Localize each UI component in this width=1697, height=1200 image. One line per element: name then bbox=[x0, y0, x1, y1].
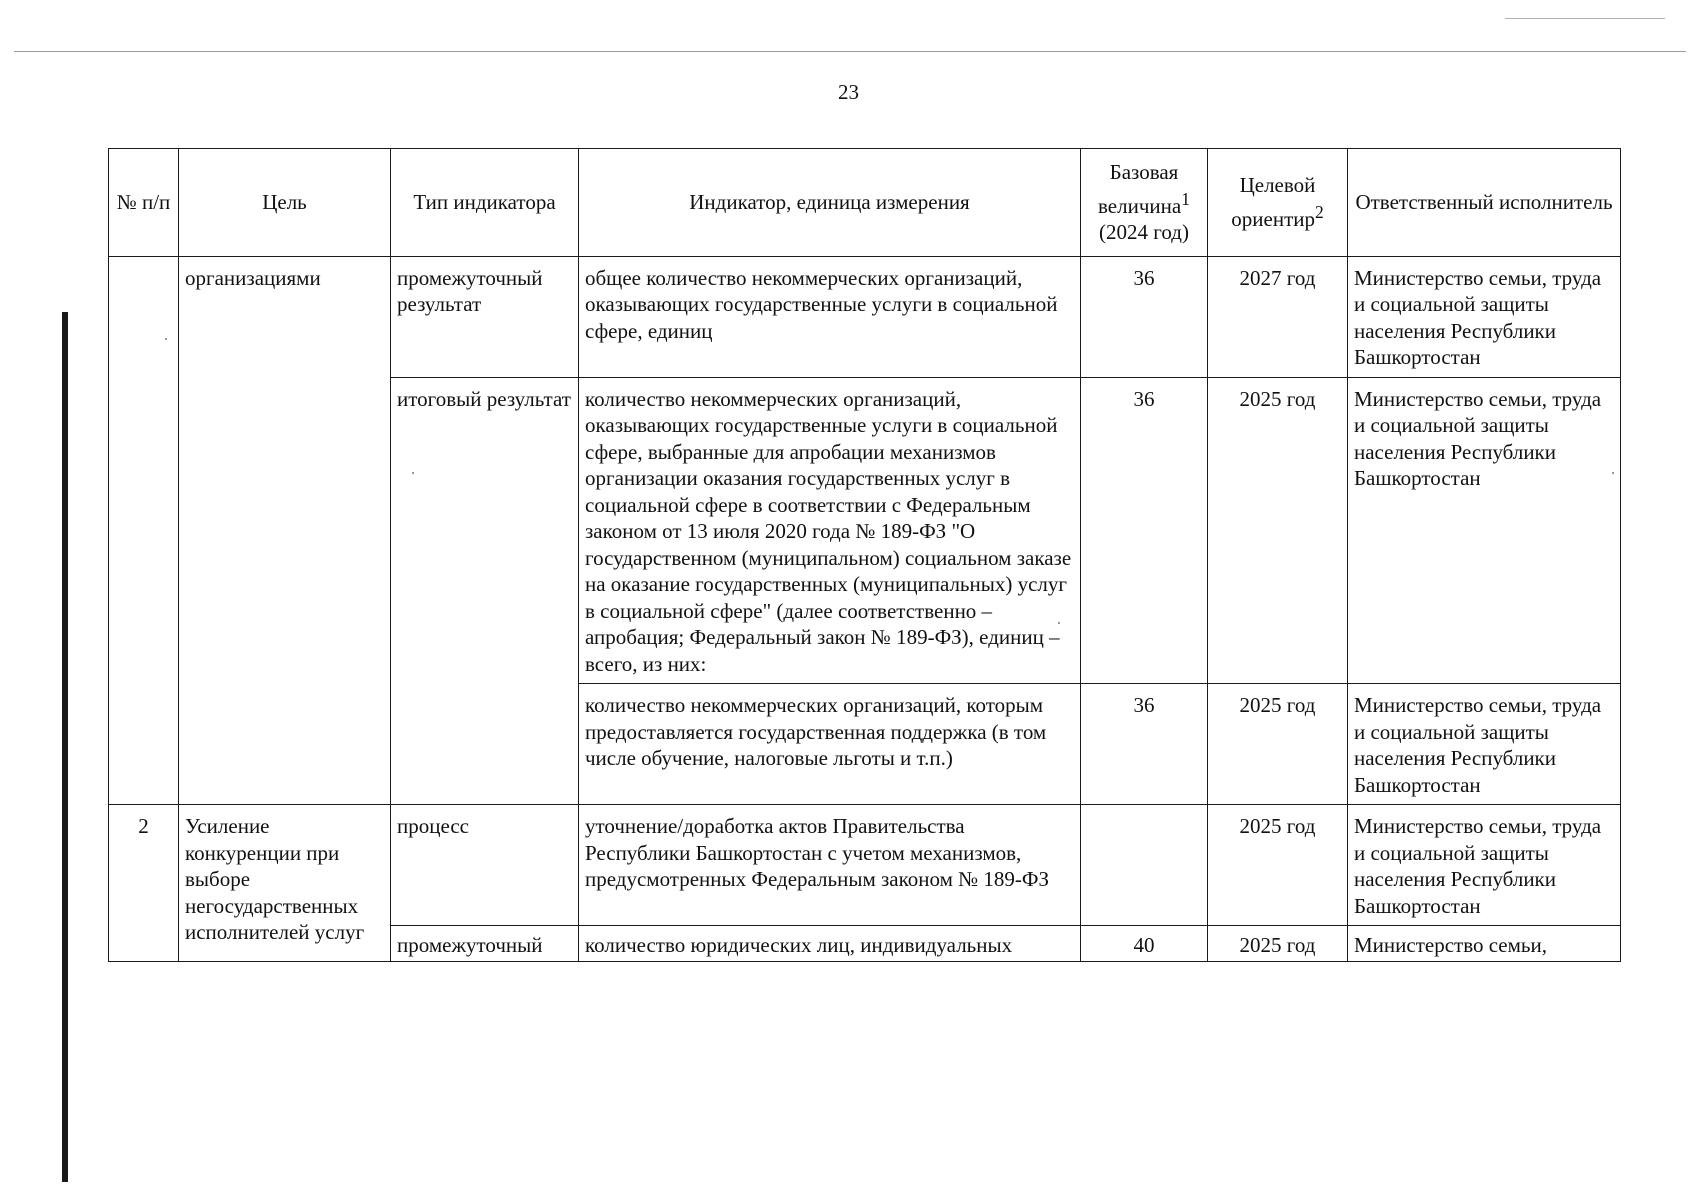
header-responsible: Ответственный исполнитель bbox=[1348, 149, 1621, 257]
cell-responsible: Министерство семьи, bbox=[1348, 926, 1621, 962]
header-base-label: Базовая величина bbox=[1098, 160, 1182, 218]
cell-target: 2027 год bbox=[1208, 256, 1348, 377]
cell-num: 2 bbox=[109, 805, 179, 962]
header-target bbox=[1208, 149, 1348, 257]
cell-base: 36 bbox=[1081, 256, 1208, 377]
cell-type: промежуточный результат bbox=[391, 256, 579, 377]
cell-type: промежуточный bbox=[391, 926, 579, 962]
footnote-ref-2: 2 bbox=[1314, 201, 1324, 222]
scan-margin-bar bbox=[62, 312, 68, 1182]
indicators-table bbox=[108, 148, 1621, 962]
cell-base: 40 bbox=[1081, 926, 1208, 962]
cell-base bbox=[1081, 805, 1208, 926]
cell-responsible: Министерство семьи, труда и социальной защиты населения Республики Башкортостан bbox=[1348, 805, 1621, 926]
cell-type: процесс bbox=[391, 805, 579, 926]
cell-target: 2025 год bbox=[1208, 805, 1348, 926]
cell-indicator: количество некоммерческих организаций, которым предоставляется государственная поддержка (в том числе обучение, налоговые льготы и т.п.) bbox=[579, 684, 1081, 805]
cell-base: 36 bbox=[1081, 377, 1208, 684]
header-base-year: (2024 год) bbox=[1099, 220, 1189, 244]
header-type: Тип индикатора bbox=[391, 149, 579, 257]
header-base bbox=[1081, 149, 1208, 257]
cell-type: итоговый результат bbox=[391, 377, 579, 805]
cell-goal: организациями bbox=[179, 256, 391, 805]
cell-indicator: уточнение/доработка актов Правительства Республики Башкортостан с учетом механизмов, предусмотренных Федеральным законом № 189-ФЗ bbox=[579, 805, 1081, 926]
header-rule bbox=[14, 51, 1686, 52]
cell-target: 2025 год bbox=[1208, 684, 1348, 805]
cell-num bbox=[109, 256, 179, 805]
cell-indicator: количество юридических лиц, индивидуальных bbox=[579, 926, 1081, 962]
header-num: № п/п bbox=[109, 149, 179, 257]
table-row bbox=[109, 256, 1621, 377]
header-indicator: Индикатор, единица измерения bbox=[579, 149, 1081, 257]
cell-target: 2025 год bbox=[1208, 377, 1348, 684]
cell-target: 2025 год bbox=[1208, 926, 1348, 962]
header-target-label: Целевой ориентир bbox=[1231, 173, 1316, 231]
cell-responsible: Министерство семьи, труда и социальной защиты населения Республики Башкортостан bbox=[1348, 684, 1621, 805]
page-number: 23 bbox=[838, 80, 859, 104]
cell-goal: Усиление конкуренции при выборе негосударственных исполнителей услуг bbox=[179, 805, 391, 962]
cell-indicator: общее количество некоммерческих организаций, оказывающих государственные услуги в социальной сфере, единиц bbox=[579, 256, 1081, 377]
table-row bbox=[109, 805, 1621, 926]
cell-base: 36 bbox=[1081, 684, 1208, 805]
header-row bbox=[109, 149, 1621, 257]
cell-indicator: количество некоммерческих организаций, оказывающих государственные услуги в социальной сфере, выбранные для апробации механизмов организации оказания государственных услуг в социальной сфере в соответствии с Федеральным законом от 13 июля 2020 года № 189-ФЗ "О государственном (муниципальном) социальном заказе на оказание государственных (муниципальных) услуг в социальной сфере" (далее соответственно – апробация; Федеральный закон № 189-ФЗ), единиц – всего, из них: bbox=[579, 377, 1081, 684]
footnote-ref-1: 1 bbox=[1181, 188, 1190, 209]
header-goal: Цель bbox=[179, 149, 391, 257]
header-rule-short bbox=[1505, 18, 1665, 19]
cell-responsible: Министерство семьи, труда и социальной защиты населения Республики Башкортостан bbox=[1348, 256, 1621, 377]
cell-responsible: Министерство семьи, труда и социальной защиты населения Республики Башкортостан bbox=[1348, 377, 1621, 684]
